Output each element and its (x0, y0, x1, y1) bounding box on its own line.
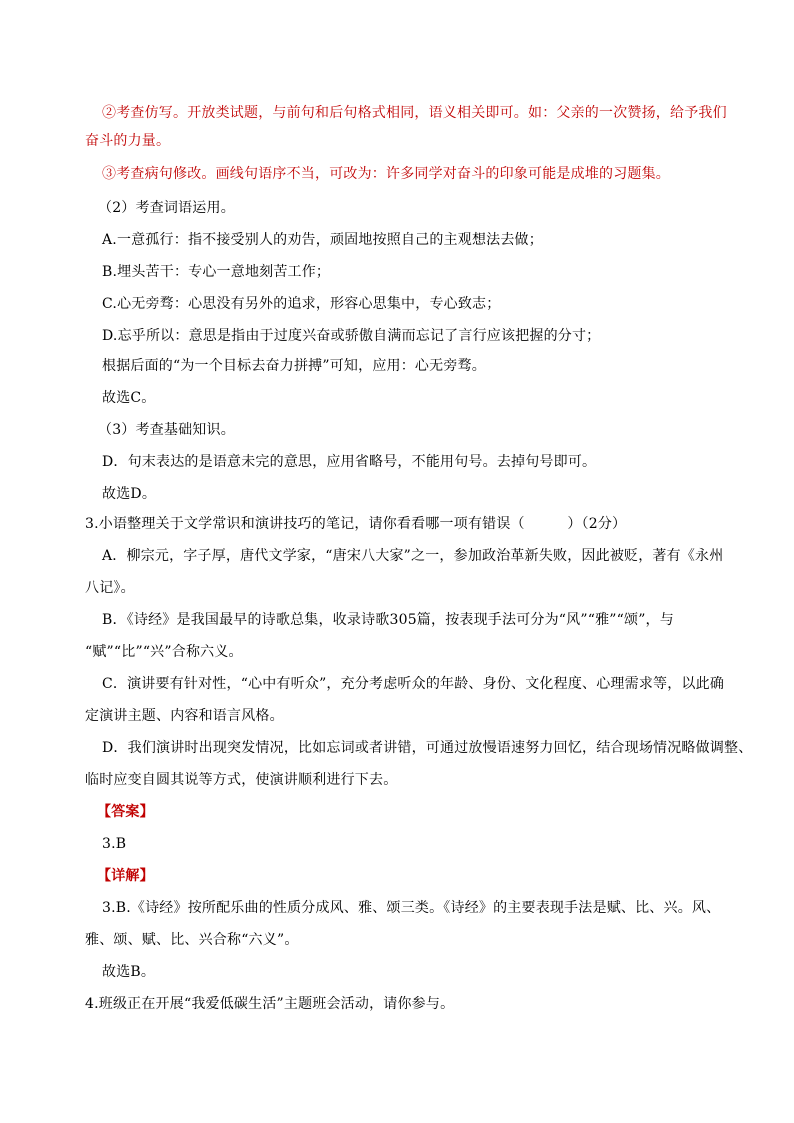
question3-option-b-line1: B．《诗经》是我国最早的诗歌总集，收录诗歌305篇，按表现手法可分为“风”“雅”“颂”，与 (102, 612, 674, 628)
question3-option-c-line1: C．演讲要有针对性，“心中有听众”，充分考虑听众的年龄、身份、文化程度、心理需求等，以此确 (102, 676, 725, 692)
question3-option-a-line1: A．柳宗元，字子厚，唐代文学家，“唐宋八大家”之一，参加政治革新失败，因此被贬，著有《永州 (102, 548, 724, 564)
part2-reason: 根据后面的“为一个目标去奋力拼搏”可知，应用：心无旁骛。 (102, 358, 486, 374)
detail-tag: 【详解】 (97, 868, 154, 884)
part3-explanation: D．句末表达的是语意未完的意思，应用省略号，不能用句号。去掉句号即可。 (102, 454, 597, 470)
part3-heading: （3）考查基础知识。 (98, 422, 235, 438)
question4-stem: 4.班级正在开展“我爱低碳生活”主题班会活动，请你参与。 (85, 996, 455, 1012)
question3-option-c-line2: 定演讲主题、内容和语言风格。 (85, 708, 284, 724)
analysis-item-2-line2: 奋斗的力量。 (85, 133, 171, 149)
question3-choice: 故选B。 (102, 964, 156, 980)
question3-option-a-line2: 八记》。 (85, 580, 135, 596)
question3-option-b-line2: “赋”“比”“兴”合称六义。 (85, 644, 243, 660)
answer-tag: 【答案】 (97, 804, 154, 820)
answer-value: 3.B (102, 836, 127, 852)
question3-option-d-line1: D．我们演讲时出现突发情况，比如忘词或者讲错，可通过放慢语速努力回忆，结合现场情况略做调整、 (102, 740, 753, 756)
part2-option-d: D.忘乎所以：意思是指由于过度兴奋或骄傲自满而忘记了言行应该把握的分寸； (102, 328, 601, 344)
analysis-item-2-line1: ②考查仿写。开放类试题，与前句和后句格式相同，语义相关即可。如：父亲的一次赞扬，给予我们 (102, 105, 727, 121)
part2-option-c: C.心无旁骛：心思没有另外的追求，形容心思集中，专心致志； (102, 296, 501, 312)
part2-heading: （2）考查词语运用。 (98, 200, 235, 216)
analysis-item-3: ③考查病句修改。画线句语序不当，可改为：许多同学对奋斗的印象可能是成堆的习题集。 (102, 166, 670, 182)
part2-option-b: B.埋头苦干：专心一意地刻苦工作； (102, 264, 331, 280)
part3-choice: 故选D。 (102, 486, 157, 502)
question3-option-d-line2: 临时应变自圆其说等方式，使演讲顺利进行下去。 (85, 772, 398, 788)
part2-choice: 故选C。 (102, 390, 156, 406)
question3-stem: 3.小语整理关于文学常识和演讲技巧的笔记，请你看看哪一项有错误（ ）（2分） (85, 516, 627, 532)
part2-option-a: A.一意孤行：指不接受别人的劝告，顽固地按照自己的主观想法去做； (102, 232, 543, 248)
detail-line1: 3.B.《诗经》按所配乐曲的性质分成风、雅、颂三类。《诗经》的主要表现手法是赋、比、兴。风、 (102, 900, 721, 916)
detail-line2: 雅、颂、赋、比、兴合称“六义”。 (85, 932, 299, 948)
